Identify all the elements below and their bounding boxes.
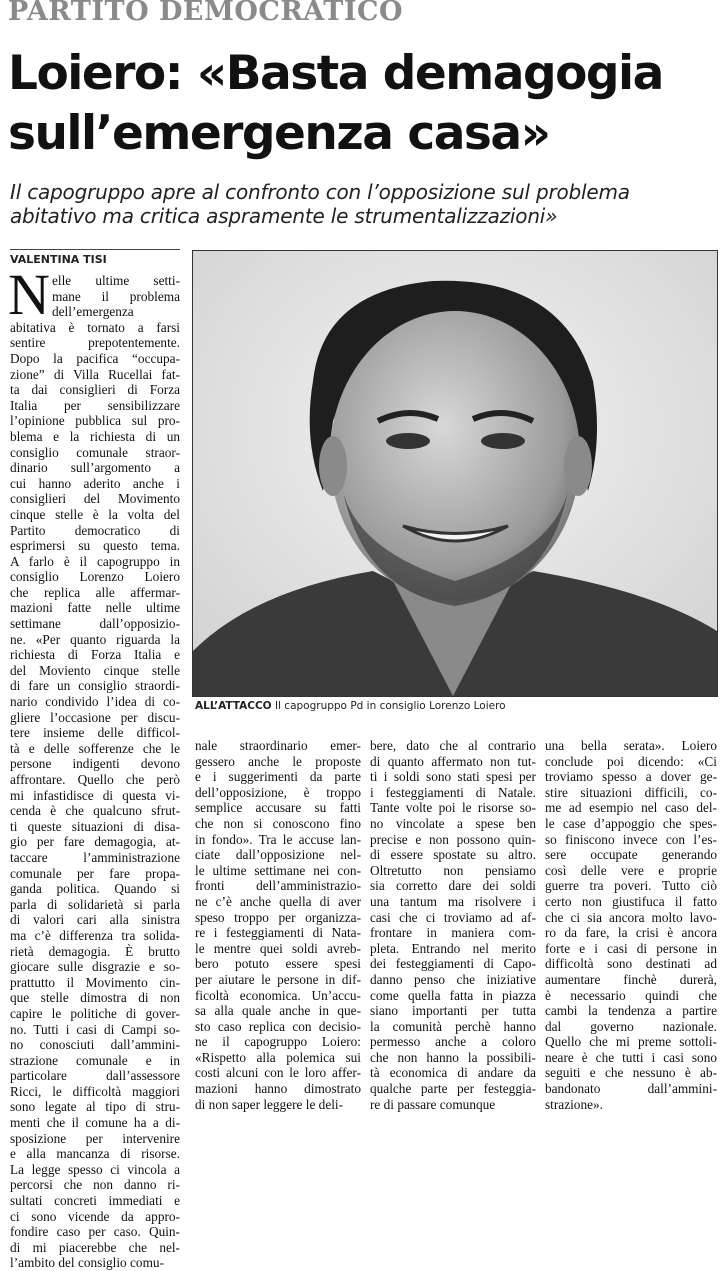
text-line: strazione». <box>545 1096 603 1112</box>
text-line: bero potuto essere spesi <box>195 956 361 972</box>
text-line: forte e i casi di persone in <box>545 940 717 956</box>
text-line: tà economica di andare da <box>370 1065 536 1081</box>
text-line: ro da fare, la crisi è ancora <box>545 925 717 941</box>
byline-rule <box>10 249 180 250</box>
drop-cap: N <box>8 262 50 327</box>
text-line: ne. «Per quanto riguarda la <box>10 631 180 647</box>
text-line: tere insieme delle difficol- <box>10 725 180 741</box>
text-line: bere, dato che al contrario <box>370 738 536 753</box>
text-line: così delle vere e proprie <box>545 862 717 878</box>
text-line: di quanto affermato non tut- <box>370 753 536 769</box>
text-line: certo non giustifuca il fatto <box>545 893 717 909</box>
text-line: sono legate al tipo di stru- <box>10 1099 180 1115</box>
text-line: settimane dall’opposizio- <box>10 616 180 632</box>
text-line: nario condivido l’idea di co- <box>10 694 180 710</box>
article-column-3 <box>370 738 536 1112</box>
text-line: cui hanno aderito anche i <box>10 475 180 491</box>
caption-label: ALL’ATTACCO <box>195 700 272 712</box>
text-line: ganda politica. Quando si <box>10 881 180 897</box>
text-line: cambi la tendenza a partire <box>545 1003 717 1019</box>
text-line: Tante volte poi le risorse so- <box>370 800 536 816</box>
text-line: ma c’è differenza tra solida- <box>10 927 180 943</box>
text-line: frontare in maniera com- <box>370 925 536 941</box>
text-line: Ricci, le difficoltà maggiori <box>10 1083 180 1099</box>
text-line: speso troppo per organizza- <box>195 909 361 925</box>
text-line: costi alcuni con le loro affer- <box>195 1065 361 1081</box>
text-line: ci sono vicende da appro- <box>10 1208 180 1224</box>
text-line: persone indigenti devono <box>10 756 180 772</box>
text-line: comunale per fare propa- <box>10 865 180 881</box>
text-line: la comunità perchè hanno <box>370 1018 536 1034</box>
text-line: ti i soldi sono stati spesi per <box>370 769 536 785</box>
text-line: le ultime settimane nei con- <box>195 862 361 878</box>
text-line: giocare sulle disgrazie e so- <box>10 959 180 975</box>
text-line: particolare dall’assessore <box>10 1068 180 1084</box>
text-line: sentire prepotentemente. <box>10 335 180 351</box>
text-line: «Rispetto alla polemica sui <box>195 1049 361 1065</box>
text-line: esprimersi su questo tema. <box>10 538 180 554</box>
text-line: no. Tutti i casi di Campi so- <box>10 1021 180 1037</box>
text-line: le mentre quei soldi avreb- <box>195 940 361 956</box>
text-line: strazione comunale e in <box>10 1052 180 1068</box>
text-line: ne il capogruppo Loiero: <box>195 1034 361 1050</box>
text-line: precise e non possono quin- <box>370 831 536 847</box>
photo-caption <box>195 700 506 712</box>
text-line: sultati concreti immediati e <box>10 1193 180 1209</box>
text-line: sto caso replica con decisio- <box>195 1018 361 1034</box>
text-line: stire situazioni difficili, co- <box>545 784 717 800</box>
text-line: rietà demagogia. È brutto <box>10 943 180 959</box>
text-line: sposizione per intervenire <box>10 1130 180 1146</box>
text-line: ti queste situazioni di disa- <box>10 818 180 834</box>
text-line: Dopo la pacifica “occupa- <box>10 350 180 366</box>
text-line: guerre tra poveri. Tutto ciò <box>545 878 717 894</box>
portrait-image <box>193 251 717 696</box>
text-line: cinque stelle è la volta del <box>10 506 180 522</box>
text-line: permesso anche a coloro <box>370 1034 536 1050</box>
text-line: sere occupate generando <box>545 847 717 863</box>
text-line: consiglio comunale straor- <box>10 444 180 460</box>
text-line: gio per fare demagogia, at- <box>10 834 180 850</box>
article-column-1 <box>8 262 180 1271</box>
text-line: affrontare. Quello che però <box>10 772 180 787</box>
text-line: conclude poi dicendo: «Ci <box>545 753 717 769</box>
text-line: casi che ci troviamo ad af- <box>370 909 536 925</box>
text-line: dell’opposizione, è troppo <box>195 784 361 800</box>
text-line: Partito democratico di <box>10 522 180 538</box>
text-line: zione” di Villa Rucellai fat- <box>10 366 180 382</box>
text-line: ciate dall’opposizione nel- <box>195 847 361 863</box>
text-line: ta dai consiglieri di Forza <box>10 382 180 398</box>
text-line: mane il problema <box>52 288 180 304</box>
text-line: sia corretto dare dei soldi <box>370 878 536 894</box>
text-line: ne c’è anche quella di aver <box>195 893 361 909</box>
text-line: mi infastidisce di questa vi- <box>10 787 180 803</box>
subtitle-line-1: Il capogruppo apre al confronto con l’opposizione sul problema <box>10 180 630 204</box>
text-line: qualche parte per festeggia- <box>370 1081 536 1097</box>
text-line: neare è che tutti i casi sono <box>545 1049 717 1065</box>
text-line: difficoltà sono destinati ad <box>545 956 717 972</box>
text-line: è necessario quindi che <box>545 987 717 1003</box>
text-line: pleta. Entrando nel merito <box>370 940 536 956</box>
text-line: sa alla quale anche in que- <box>195 1003 361 1019</box>
text-line: cenda è che qualcuno sfrut- <box>10 803 180 819</box>
text-line: parla di solidarietà si parla <box>10 896 180 912</box>
text-line: aumentare finchè durerà, <box>545 971 717 987</box>
text-line: dinario sull’argomento a <box>10 460 180 476</box>
text-line: abitativa è tornato a farsi <box>10 319 180 335</box>
text-line: Oltretutto non pensiamo <box>370 862 536 878</box>
text-line: dell’emergenza <box>52 304 134 320</box>
text-line: che non hanno la possibili- <box>370 1049 536 1065</box>
text-line: que stelle dimostra di non <box>10 990 180 1006</box>
text-line: di non saper leggere le deli- <box>195 1096 344 1112</box>
text-line: no conosciuti dall’ammini- <box>10 1037 180 1053</box>
text-line: A farlo è il capogruppo in <box>10 553 180 569</box>
text-line: per aiutare le persone in dif- <box>195 971 361 987</box>
text-line: ficoltà economica. Un’accu- <box>195 987 361 1003</box>
text-line: del Moviento cinque stelle <box>10 662 180 678</box>
text-line: bandonato dall’ammini- <box>545 1081 717 1097</box>
text-line: di mi piacerebbe che nel- <box>10 1239 180 1255</box>
text-line: gliere l’occasione per discu- <box>10 709 180 725</box>
text-line: blema e la richiesta di un <box>10 428 180 444</box>
headline-line-1: Loiero: «Basta demagogia <box>8 46 663 101</box>
portrait-photo <box>192 250 718 697</box>
text-line: siano importanti per tutta <box>370 1003 536 1019</box>
article-column-2 <box>195 738 361 1112</box>
caption-text: Il capogruppo Pd in consiglio Lorenzo Loiero <box>271 700 506 712</box>
text-line: prattutto il Movimento cin- <box>10 974 180 990</box>
text-line: e i suggerimenti da parte <box>195 769 361 785</box>
text-line: re di passare comunque <box>370 1096 496 1112</box>
section-heading: PARTITO DEMOCRATICO <box>8 0 404 27</box>
text-line: mazioni fatte nelle ultime <box>10 600 180 616</box>
text-line: taccare l’amministrazione <box>10 849 180 865</box>
text-line: Quello che mi preme sottoli- <box>545 1034 717 1050</box>
text-line: so finiscono invece con l’es- <box>545 831 717 847</box>
headline-line-2: sull’emergenza casa» <box>8 106 550 161</box>
text-line: menti che il comune ha a di- <box>10 1115 180 1131</box>
text-line: Italia per sensibilizzare <box>10 397 180 413</box>
text-line: consiglio Lorenzo Loiero <box>10 569 180 585</box>
text-line: no vincolate a spese ben <box>370 815 536 831</box>
text-line: dei festeggiamenti di Capo- <box>370 956 536 972</box>
text-line: l’opinione pubblica sul pro- <box>10 413 180 429</box>
text-line: dal governo nazionale. <box>545 1018 717 1034</box>
text-line: in fondo». Tra le accuse lan- <box>195 831 361 847</box>
text-line: che non si conoscono fino <box>195 815 361 831</box>
text-line: capire le politiche di gover- <box>10 1005 180 1021</box>
text-line: l’ambito del consiglio comu- <box>10 1255 164 1271</box>
text-line: seguiti e che nessuno è ab- <box>545 1065 717 1081</box>
text-line: percorsi che non danno ri- <box>10 1177 180 1193</box>
text-line: nale straordinario emer- <box>195 738 361 753</box>
text-line: re i festeggiamenti di Nata- <box>195 925 361 941</box>
text-line: una bella serata». Loiero <box>545 738 717 753</box>
text-line: che ci sia ancora molto lavo- <box>545 909 717 925</box>
text-line: di essere spostate su altro. <box>370 847 536 863</box>
subtitle-line-2: abitativo ma critica aspramente le strumentalizzazioni» <box>10 204 558 228</box>
text-line: i festeggiamenti di Natale. <box>370 784 536 800</box>
text-line: elle ultime setti- <box>52 273 180 288</box>
text-line: me ad esempio nel caso del- <box>545 800 717 816</box>
text-line: che replica alle affermar- <box>10 584 180 600</box>
article-column-4 <box>545 738 717 1112</box>
text-line: fondire caso per caso. Quin- <box>10 1224 180 1240</box>
text-line: e alla mancanza di risorse. <box>10 1146 180 1162</box>
text-line: consiglieri del Movimento <box>10 491 180 507</box>
text-line: le case d’appoggio che spes- <box>545 815 717 831</box>
text-line: gessero anche le proposte <box>195 753 361 769</box>
text-line: tà e delle sofferenze che le <box>10 740 180 756</box>
text-line: richiesta di Forza Italia e <box>10 647 180 663</box>
text-line: una tantum ma risolvere i <box>370 893 536 909</box>
text-line: semplice accusare su fatti <box>195 800 361 816</box>
text-line: di valori cari alla sinistra <box>10 912 180 928</box>
text-line: La legge spesso ci vincola a <box>10 1161 180 1177</box>
text-line: come quella fatta in piazza <box>370 987 536 1003</box>
text-line: fronti dell’amministrazio- <box>195 878 361 894</box>
text-line: mazioni hanno dimostrato <box>195 1081 361 1097</box>
text-line: danno penso che iniziative <box>370 971 536 987</box>
byline: VALENTINA TISI <box>10 253 107 266</box>
text-line: di fare un consiglio straordi- <box>10 678 180 694</box>
text-line: troviamo spesso a dover ge- <box>545 769 717 785</box>
